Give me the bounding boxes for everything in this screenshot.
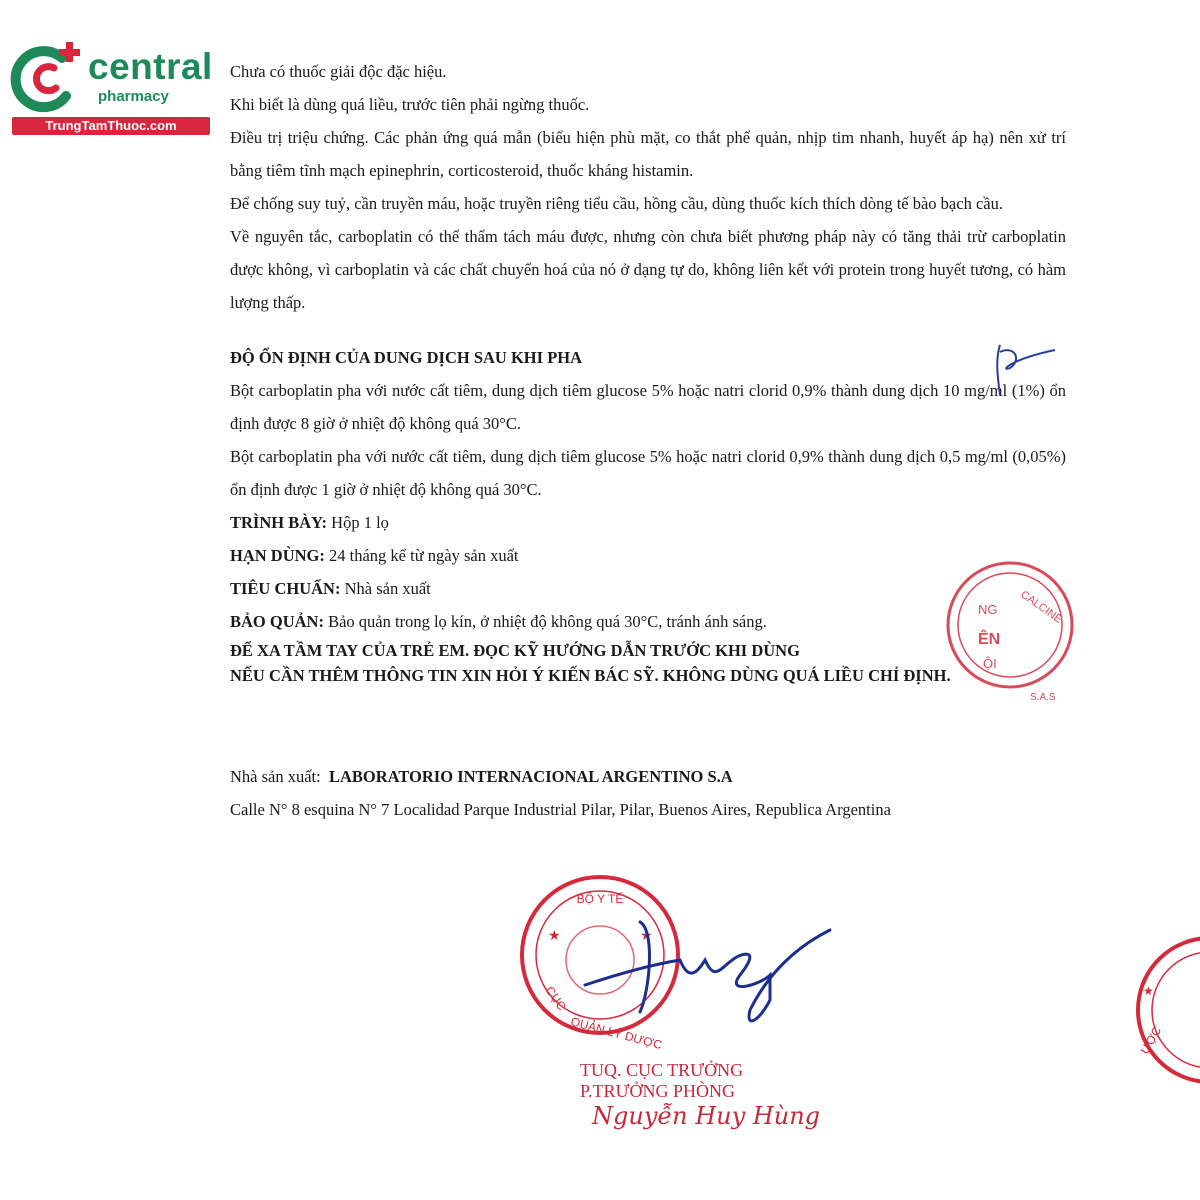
logo-sub: pharmacy xyxy=(98,88,169,105)
svg-text:ƯỢC: ƯỢC xyxy=(1137,1024,1165,1057)
warning-line: ĐỂ XA TẦM TAY CỦA TRẺ EM. ĐỌC KỸ HƯỚNG DẪN TRƯỚC KHI DÙNG xyxy=(230,641,800,660)
svg-text:★: ★ xyxy=(548,927,561,943)
svg-text:BỘ Y TẾ: BỘ Y TẾ xyxy=(576,892,624,906)
overdose-line: Về nguyên tắc, carboplatin có thể thẩm tách máu được, nhưng còn chưa biết phương pháp này có tăng thải trừ carboplatin được không, vì carboplatin và các chất chuyển hoá của nó ở dạng tự do, không liên kết với protein trong huyết tương, có hàm lượng thấp. xyxy=(230,227,1066,312)
company-stamp xyxy=(948,563,1072,703)
spec-label: TIÊU CHUẨN: xyxy=(230,579,341,598)
spec-label: TRÌNH BÀY: xyxy=(230,513,328,532)
overdose-line: Để chống suy tuỷ, cần truyền máu, hoặc truyền riêng tiểu cầu, hồng cầu, dùng thuốc kích thích dòng tế bào bạch cầu. xyxy=(230,194,1003,213)
signature xyxy=(585,922,830,1021)
approval-signer: Nguyễn Huy Hùng xyxy=(592,1102,821,1130)
edge-seal xyxy=(1137,938,1200,1082)
svg-text:★: ★ xyxy=(1143,984,1154,998)
stability-heading: ĐỘ ỔN ĐỊNH CỦA DUNG DỊCH SAU KHI PHA xyxy=(230,348,583,367)
spec-label: HẠN DÙNG: xyxy=(230,546,325,565)
approval-title-1: TUQ. CỤC TRƯỞNG xyxy=(580,1060,744,1080)
approval-title-2: P.TRƯỞNG PHÒNG xyxy=(580,1081,735,1101)
svg-text:ÊN: ÊN xyxy=(978,631,1001,648)
svg-text:ỘI: ỘI xyxy=(983,656,997,671)
warning-line: NẾU CẦN THÊM THÔNG TIN XIN HỎI Ý KIẾN BÁC SỸ. KHÔNG DÙNG QUÁ LIỀU CHỈ ĐỊNH. xyxy=(230,666,951,685)
overdose-line: Chưa có thuốc giải độc đặc hiệu. xyxy=(230,62,447,81)
svg-text:QUẢN LÝ DƯỢC: QUẢN LÝ DƯỢC xyxy=(569,1014,664,1053)
spec-value: Nhà sản xuất xyxy=(344,579,431,598)
manufacturer-address: Calle N° 8 esquina N° 7 Localidad Parque Industrial Pilar, Pilar, Buenos Aires, Republica Argentina xyxy=(230,800,891,819)
logo-brand: central xyxy=(88,46,213,87)
svg-text:S.A.S: S.A.S xyxy=(1030,692,1056,703)
overdose-line: Khi biết là dùng quá liều, trước tiên phải ngừng thuốc. xyxy=(230,95,590,114)
stability-line: Bột carboplatin pha với nước cất tiêm, dung dịch tiêm glucose 5% hoặc natri clorid 0,9% thành dung dịch 10 mg/ml (1%) ổn định được 8 giờ ở nhiệt độ không quá 30°C. xyxy=(230,381,1066,433)
spec-value: 24 tháng kể từ ngày sản xuất xyxy=(329,546,519,565)
svg-text:CALCINE: CALCINE xyxy=(1018,588,1065,626)
approval-block xyxy=(580,1060,821,1130)
svg-text:★: ★ xyxy=(640,927,653,943)
stability-line: Bột carboplatin pha với nước cất tiêm, dung dịch tiêm glucose 5% hoặc natri clorid 0,9% thành dung dịch 0,5 mg/ml (0,05%) ổn định được 1 giờ ở nhiệt độ không quá 30°C. xyxy=(230,447,1066,499)
spec-value: Hộp 1 lọ xyxy=(331,513,389,532)
svg-text:NG: NG xyxy=(978,602,998,617)
manufacturer-label: Nhà sản xuất: xyxy=(230,767,321,786)
overdose-line: Điều trị triệu chứng. Các phản ứng quá mẫn (biểu hiện phù mặt, co thắt phế quản, nhịp tim nhanh, huyết áp hạ) nên xử trí bằng tiêm tĩnh mạch epinephrin, corticosteroid, thuốc kháng histamin. xyxy=(230,128,1066,180)
initials-mark xyxy=(997,345,1055,395)
spec-label: BẢO QUẢN: xyxy=(230,612,324,631)
svg-text:CỤC: CỤC xyxy=(542,983,569,1014)
logo-site: TrungTamThuoc.com xyxy=(12,117,210,135)
spec-value: Bảo quản trong lọ kín, ở nhiệt độ không quá 30°C, tránh ánh sáng. xyxy=(328,612,767,631)
manufacturer-name: LABORATORIO INTERNACIONAL ARGENTINO S.A xyxy=(328,767,733,786)
